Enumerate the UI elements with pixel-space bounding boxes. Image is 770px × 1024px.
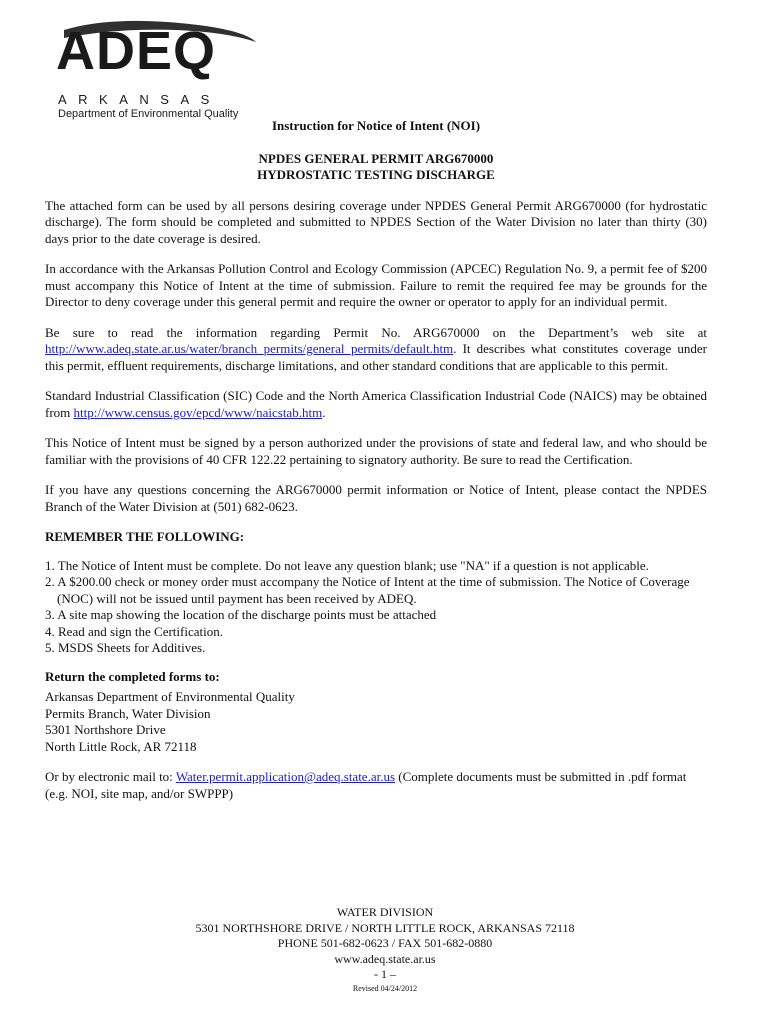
footer-address: 5301 NORTHSHORE DRIVE / NORTH LITTLE ROCK, ARKANSAS 72118: [195, 920, 575, 935]
list-item: 5. MSDS Sheets for Additives.: [45, 640, 206, 655]
mailing-address: [45, 689, 707, 755]
address-line: Permits Branch, Water Division: [45, 705, 211, 721]
website-paragraph-text: Be sure to read the information regarding Permit No. ARG670000 on the Department’s web site at: [45, 324, 707, 340]
fee-paragraph: In accordance with the Arkansas Pollution Control and Ecology Commission (APCEC) Regulation No. 9, a permit fee of $200 must accompany this Notice of Intent at the time of submission. Failure to remit the required fee may be grounds for the Director to deny coverage under this general permit and require the owner or operator to apply for an individual permit.: [45, 261, 707, 309]
adeq-logo: [56, 18, 266, 120]
sic-naics-paragraph: [45, 388, 707, 421]
website-paragraph-text-end: . It describes what constitutes coverage under this permit, effluent requirements, discharge limitations, and other standard conditions that are applicable to this permit.: [45, 341, 707, 373]
footer-division: WATER DIVISION: [336, 905, 434, 919]
email-paragraph-text-end: (Complete documents must be submitted in .pdf format (e.g. NOI, site map, and/or SWPPP): [45, 769, 687, 801]
address-line: North Little Rock, AR 72118: [45, 738, 197, 754]
email-link[interactable]: Water.permit.application@adeq.state.ar.us: [175, 769, 396, 784]
list-item: 3. A site map showing the location of the discharge points must be attached: [45, 607, 437, 622]
list-item: 2. A $200.00 check or money order must accompany the Notice of Intent at the time of submission. The Notice of Coverage (NOC) will not be issued until payment has been received by ADEQ.: [45, 574, 690, 606]
footer-phone: PHONE 501-682-0623 / FAX 501-682-0880: [277, 936, 493, 950]
footer-website: www.adeq.state.ar.us: [334, 951, 436, 966]
intro-paragraph: The attached form can be used by all persons desiring coverage under NPDES General Permit ARG670000 (for hydrostatic discharge). The form should be completed and submitted to NPDES Section of the Water Division no later than thirty (30) days prior to the date coverage is desired.: [45, 197, 707, 246]
return-heading: Return the completed forms to:: [45, 668, 220, 684]
address-line: 5301 Northshore Drive: [45, 722, 166, 737]
contact-paragraph: If you have any questions concerning the ARG670000 permit information or Notice of Intent, please contact the NPDES Branch of the Water Division at (501) 682-0623.: [45, 482, 707, 514]
remember-heading: REMEMBER THE FOLLOWING:: [45, 529, 245, 544]
email-paragraph: [45, 769, 707, 802]
document-body: [45, 118, 707, 802]
address-line: Arkansas Department of Environmental Quality: [45, 689, 295, 704]
website-paragraph: [45, 325, 707, 375]
naics-link[interactable]: http://www.census.gov/epcd/www/naicstab.htm: [73, 404, 323, 420]
remember-list: [45, 558, 707, 657]
list-item: 4. Read and sign the Certification.: [45, 623, 223, 639]
permits-website-link[interactable]: http://www.adeq.state.ar.us/water/branch_permits/general_permits/default.htm: [45, 341, 454, 356]
logo-department-name: Department of Environmental Quality: [58, 108, 239, 120]
sic-paragraph-text: Standard Industrial Classification (SIC) Code and the North America Classification Industrial Code (NAICS) may be obtained from: [45, 388, 707, 420]
email-paragraph-text: Or by electronic mail to:: [45, 769, 176, 784]
page-title: Instruction for Notice of Intent (NOI): [271, 118, 481, 133]
list-item: 1. The Notice of Intent must be complete. Do not leave any question blank; use "NA" if a question is not applicable.: [45, 557, 649, 573]
logo-wordmark: ADEQ: [56, 21, 217, 81]
permit-subtitle: HYDROSTATIC TESTING DISCHARGE: [257, 167, 495, 182]
logo-state-name: ARKANSAS: [58, 92, 221, 107]
sic-paragraph-text-end: .: [322, 404, 326, 420]
revision-date: Revised 04/24/2012: [352, 983, 418, 993]
signature-paragraph: This Notice of Intent must be signed by a person authorized under the provisions of state and federal law, and who should be familiar with the provisions of 40 CFR 122.22 pertaining to signatory authority. Be sure to read the Certification.: [45, 435, 707, 467]
page-footer: [0, 905, 770, 995]
permit-title: NPDES GENERAL PERMIT ARG670000: [258, 150, 494, 166]
page-number: - 1 –: [374, 967, 396, 981]
